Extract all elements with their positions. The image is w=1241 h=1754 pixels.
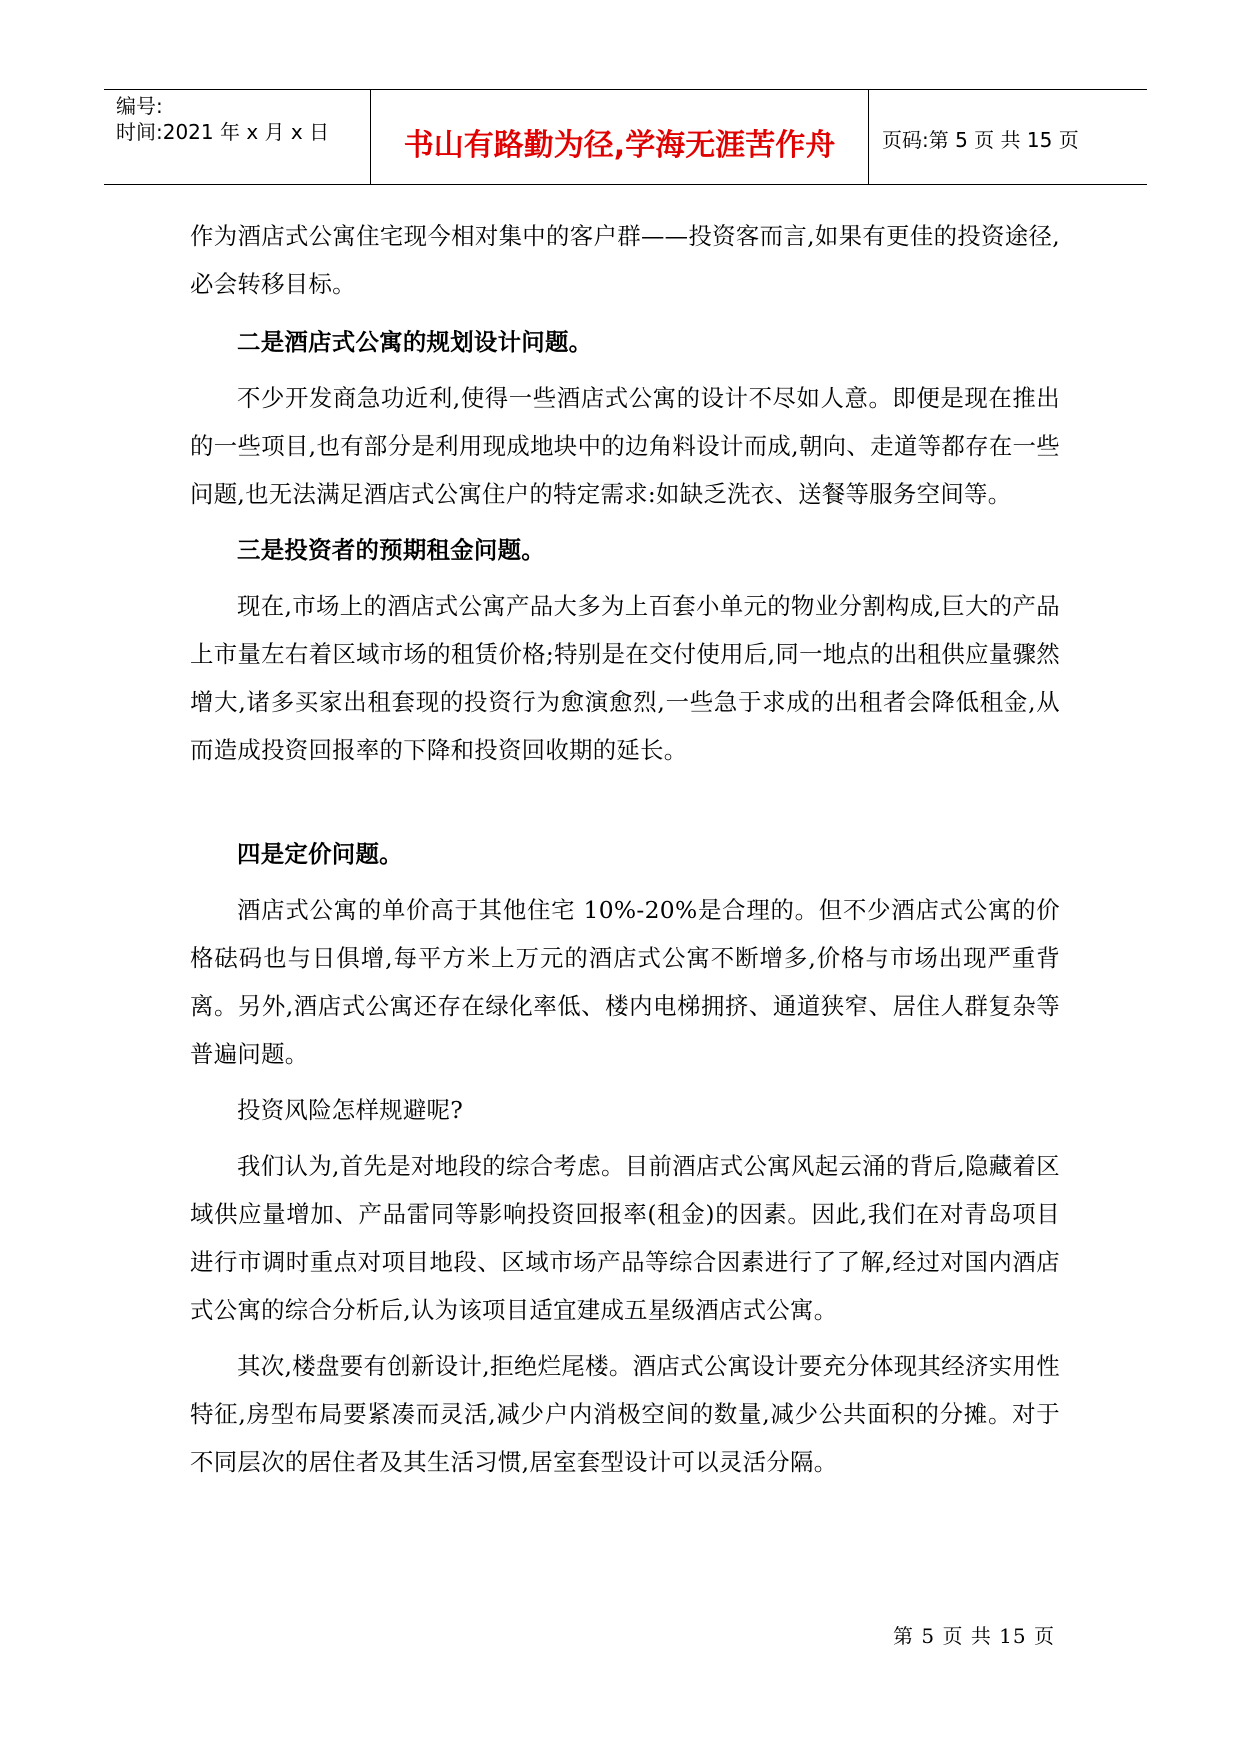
- paragraph-4: 酒店式公寓的单价高于其他住宅 10%-20%是合理的。但不少酒店式公寓的价格砝码也与日俱增,每平方米上万元的酒店式公寓不断增多,价格与市场出现严重背离。另外,酒店式公寓还存在绿化率低、楼内电梯拥挤、通道狭窄、居住人群复杂等普遍问题。: [190, 896, 1060, 1068]
- header-motto-cell: [370, 90, 869, 184]
- paragraph-6: 我们认为,首先是对地段的综合考虑。目前酒店式公寓风起云涌的背后,隐藏着区域供应量增加、产品雷同等影响投资回报率(租金)的因素。因此,我们在对青岛项目进行市调时重点对项目地段、区域市场产品等综合因素进行了了解,经过对国内酒店式公寓的综合分析后,认为该项目适宜建成五星级酒店式公寓。: [190, 1152, 1060, 1324]
- paragraph-1: 作为酒店式公寓住宅现今相对集中的客户群——投资客而言,如果有更佳的投资途径,必会转移目标。: [190, 222, 1060, 298]
- section-heading-4: 四是定价问题。: [237, 840, 403, 868]
- header-motto: 书山有路勤为径,学海无涯苦作舟: [403, 128, 836, 163]
- page-footer: 第 5 页 共 15 页: [893, 1624, 1055, 1648]
- document-body: [190, 212, 1060, 1486]
- document-time-label: 时间:2021 年 x 月 x 日: [116, 120, 330, 144]
- header-page-cell: [868, 90, 1147, 184]
- paragraph-7: 其次,楼盘要有创新设计,拒绝烂尾楼。酒店式公寓设计要充分体现其经济实用性特征,房型布局要紧凑而灵活,减少户内消极空间的数量,减少公共面积的分摊。对于不同层次的居住者及其生活习惯,居室套型设计可以灵活分隔。: [190, 1352, 1060, 1476]
- paragraph-3: 现在,市场上的酒店式公寓产品大多为上百套小单元的物业分割构成,巨大的产品上市量左右着区域市场的租赁价格;特别是在交付使用后,同一地点的出租供应量骤然增大,诸多买家出租套现的投资行为愈演愈烈,一些急于求成的出租者会降低租金,从而造成投资回报率的下降和投资回收期的延长。: [190, 592, 1060, 764]
- header-meta-cell: [104, 90, 370, 184]
- section-heading-2: 二是酒店式公寓的规划设计问题。: [237, 328, 593, 356]
- page-header: [104, 89, 1147, 185]
- document-number-label: 编号:: [116, 94, 163, 118]
- paragraph-5: 投资风险怎样规避呢?: [237, 1096, 464, 1124]
- paragraph-2: 不少开发商急功近利,使得一些酒店式公寓的设计不尽如人意。即便是现在推出的一些项目,也有部分是利用现成地块中的边角料设计而成,朝向、走道等都存在一些问题,也无法满足酒店式公寓住户的特定需求:如缺乏洗衣、送餐等服务空间等。: [190, 384, 1060, 508]
- blank-line: [190, 774, 1060, 822]
- section-heading-3: 三是投资者的预期租金问题。: [237, 536, 545, 564]
- header-page-info: 页码:第 5 页 共 15 页: [882, 128, 1079, 152]
